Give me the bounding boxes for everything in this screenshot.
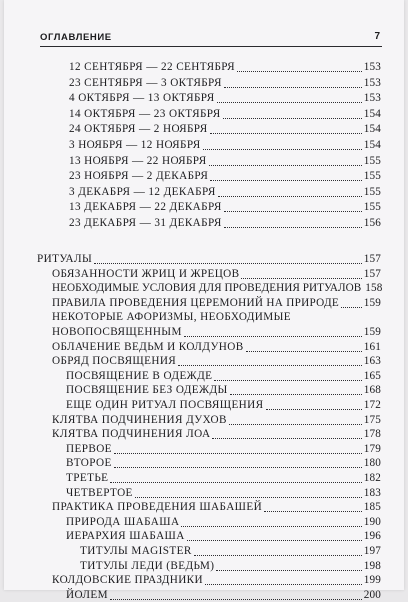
toc-entry-title: ЧЕТВЕРТОЕ	[66, 486, 133, 499]
toc-entry-title: РИТУАЛЫ	[37, 253, 93, 265]
toc-entry-page: 159	[363, 296, 381, 309]
toc-entry	[66, 527, 381, 543]
toc-entry	[66, 440, 381, 456]
toc-entry	[52, 411, 381, 427]
toc-entry	[69, 136, 381, 152]
toc-entry-title: ТРЕТЬЕ	[66, 472, 109, 484]
toc-entry-page: 155	[363, 170, 381, 183]
dot-leader	[203, 149, 362, 150]
toc-entry-title: ПРАКТИКА ПРОВЕДЕНИЯ ШАБАШЕЙ	[52, 501, 263, 514]
toc-entry	[52, 265, 381, 281]
toc-entry-page: 172	[363, 399, 381, 411]
dot-leader	[218, 196, 362, 197]
toc-entry	[80, 557, 381, 573]
toc-entry-page: 153	[363, 61, 381, 73]
toc-entry	[52, 279, 381, 295]
toc-entry-title: ВТОРОЕ	[66, 457, 112, 470]
toc-entry-page: 200	[363, 588, 381, 601]
toc-entry-page: 154	[363, 139, 381, 151]
toc-entry-title: ОБЯЗАННОСТИ ЖРИЦ И ЖРЕЦОВ	[52, 267, 240, 280]
toc-entry-page: 183	[363, 486, 381, 499]
dot-leader	[224, 211, 362, 212]
toc-entry-title: ИЕРАРХИЯ ШАБАША	[66, 530, 185, 543]
running-header	[40, 32, 382, 47]
toc-entry	[80, 542, 381, 558]
toc-entry-title: КОЛДОВСКИЕ ПРАЗДНИКИ	[52, 574, 204, 587]
toc-entry	[66, 484, 381, 500]
toc-entry	[69, 152, 381, 168]
toc-entry	[69, 183, 381, 199]
toc-entry	[66, 381, 381, 397]
toc-entry-title: ЕЩЕ ОДИН РИТУАЛ ПОСВЯЩЕНИЯ	[66, 399, 264, 411]
toc-entry-title: ЙОЛЕМ	[66, 588, 108, 601]
dot-leader	[209, 165, 362, 166]
toc-entry-page: 175	[363, 413, 381, 426]
toc-entry-page: 197	[363, 545, 381, 557]
toc-entry-title: 24 ОКТЯБРЯ — 2 НОЯБРЯ	[69, 123, 208, 136]
toc-entry-title: 3 ДЕКАБРЯ — 12 ДЕКАБРЯ	[69, 185, 216, 198]
toc-entry	[69, 105, 381, 121]
dot-leader	[341, 307, 362, 308]
toc-entry-title-line	[52, 308, 291, 324]
toc-entry-title: ТИТУЛЫ ЛЕДИ (ВЕДЬМ)	[80, 559, 215, 572]
toc-entry-title: 23 НОЯБРЯ — 2 ДЕКАБРЯ	[69, 170, 209, 183]
toc-entry-title: ПОСВЯЩЕНИЕ В ОДЕЖДЕ	[66, 369, 213, 382]
toc-entry	[52, 294, 381, 310]
toc-entry-page: 161	[363, 340, 381, 353]
toc-entry-title: 23 СЕНТЯБРЯ — 3 ОКТЯБРЯ	[69, 76, 222, 89]
toc-entry-page: 155	[363, 201, 381, 214]
toc-entry-page: 190	[363, 515, 381, 528]
toc-entry	[66, 513, 381, 529]
toc-entry-page: 155	[363, 185, 381, 198]
toc-entry-page: 180	[363, 457, 381, 470]
toc-entry-page: 182	[363, 472, 381, 484]
dot-leader	[224, 227, 362, 228]
running-header-title: ОГЛАВЛЕНИЕ	[40, 32, 112, 43]
toc-entry-page: 153	[363, 92, 381, 105]
toc-entry-page: 156	[363, 217, 381, 229]
toc-entry-page: 159	[363, 326, 381, 338]
toc-entry-title: НЕКОТОРЫЕ АФОРИЗМЫ, НЕОБХОДИМЫЕ	[52, 311, 291, 324]
toc-entry	[66, 454, 381, 470]
dot-leader	[237, 71, 362, 72]
toc-entry-title: ОБЛАЧЕНИЕ ВЕДЬМ И КОЛДУНОВ	[52, 340, 244, 353]
toc-entry-page: 165	[363, 369, 381, 382]
toc-entry	[66, 367, 381, 383]
toc-entry-title: 4 ОКТЯБРЯ — 13 ОКТЯБРЯ	[69, 92, 215, 105]
toc-entry	[69, 120, 381, 136]
toc-entry-page: 155	[363, 154, 381, 167]
toc-entry	[69, 214, 381, 230]
toc-entry	[69, 198, 381, 214]
toc-entry-page: 168	[363, 384, 381, 397]
toc-entry-page: 179	[363, 442, 381, 455]
toc-entry	[52, 425, 381, 441]
toc-entry	[37, 250, 381, 266]
toc-entry-page: 178	[363, 428, 381, 441]
dot-leader	[217, 102, 362, 103]
toc-entry-title: КЛЯТВА ПОДЧИНЕНИЯ ДУХОВ	[52, 413, 227, 426]
toc-entry-title: НЕОБХОДИМЫЕ УСЛОВИЯ ДЛЯ ПРОВЕДЕНИЯ РИТУАЛОВ	[52, 282, 362, 295]
toc-entry	[69, 74, 381, 90]
toc-entry-page: 163	[363, 355, 381, 368]
toc-entry	[66, 396, 381, 412]
toc-entry-title: ПОСВЯЩЕНИЕ БЕЗ ОДЕЖДЫ	[66, 384, 228, 397]
toc-entry-page: 154	[363, 107, 381, 120]
book-page	[4, 0, 404, 601]
toc-entry-title: ПРАВИЛА ПРОВЕДЕНИЯ ЦЕРЕМОНИЙ НА ПРИРОДЕ	[52, 296, 340, 309]
toc-entry	[69, 89, 381, 105]
toc-entry-page: 196	[363, 530, 381, 543]
page-number: 7	[374, 31, 380, 42]
toc-entry-title: КЛЯТВА ПОДЧИНЕНИЯ ЛОА	[52, 428, 211, 441]
toc-entry-page: 185	[363, 501, 381, 514]
toc-entry-title: ПРИРОДА ШАБАША	[66, 515, 180, 528]
toc-entry-page: 153	[363, 76, 381, 89]
dot-leader	[210, 133, 362, 134]
dot-leader	[223, 118, 362, 119]
toc-entry	[69, 167, 381, 183]
dot-leader	[224, 87, 362, 88]
toc-entry-title: 13 ДЕКАБРЯ — 22 ДЕКАБРЯ	[69, 201, 222, 214]
toc-entry-page: 199	[363, 574, 381, 587]
toc-entry-title: ТИТУЛЫ MAGISTER	[80, 545, 192, 557]
toc-entry-title: НОВОПОСВЯЩЕННЫМ	[52, 326, 182, 338]
toc-entry-title: 14 ОКТЯБРЯ — 23 ОКТЯБРЯ	[69, 107, 221, 120]
toc-entry-page: 157	[363, 267, 381, 280]
toc-entry	[52, 352, 381, 368]
toc-entry-title: 13 НОЯБРЯ — 22 НОЯБРЯ	[69, 154, 207, 167]
toc-entry	[66, 469, 381, 485]
toc-entry	[66, 586, 381, 602]
toc-entry-title: ПЕРВОЕ	[66, 442, 112, 455]
toc-entry-page: 154	[363, 123, 381, 136]
toc-entry-page: 158	[365, 282, 383, 295]
toc-entry	[69, 58, 381, 74]
toc-entry-title: 3 НОЯБРЯ — 12 НОЯБРЯ	[69, 139, 201, 151]
toc-entry	[52, 338, 381, 354]
toc-entry-title: ОБРЯД ПОСВЯЩЕНИЯ	[52, 355, 177, 368]
toc-entry-page: 198	[363, 559, 381, 572]
toc-entry	[52, 571, 381, 587]
toc-entry	[52, 498, 381, 514]
toc-entry	[52, 323, 381, 339]
toc-entry-page: 157	[363, 253, 381, 265]
dot-leader	[210, 180, 362, 181]
toc-entry-title: 12 СЕНТЯБРЯ — 22 СЕНТЯБРЯ	[69, 61, 236, 73]
dot-leader	[110, 599, 362, 600]
toc-entry-title: 23 ДЕКАБРЯ — 31 ДЕКАБРЯ	[69, 217, 222, 229]
